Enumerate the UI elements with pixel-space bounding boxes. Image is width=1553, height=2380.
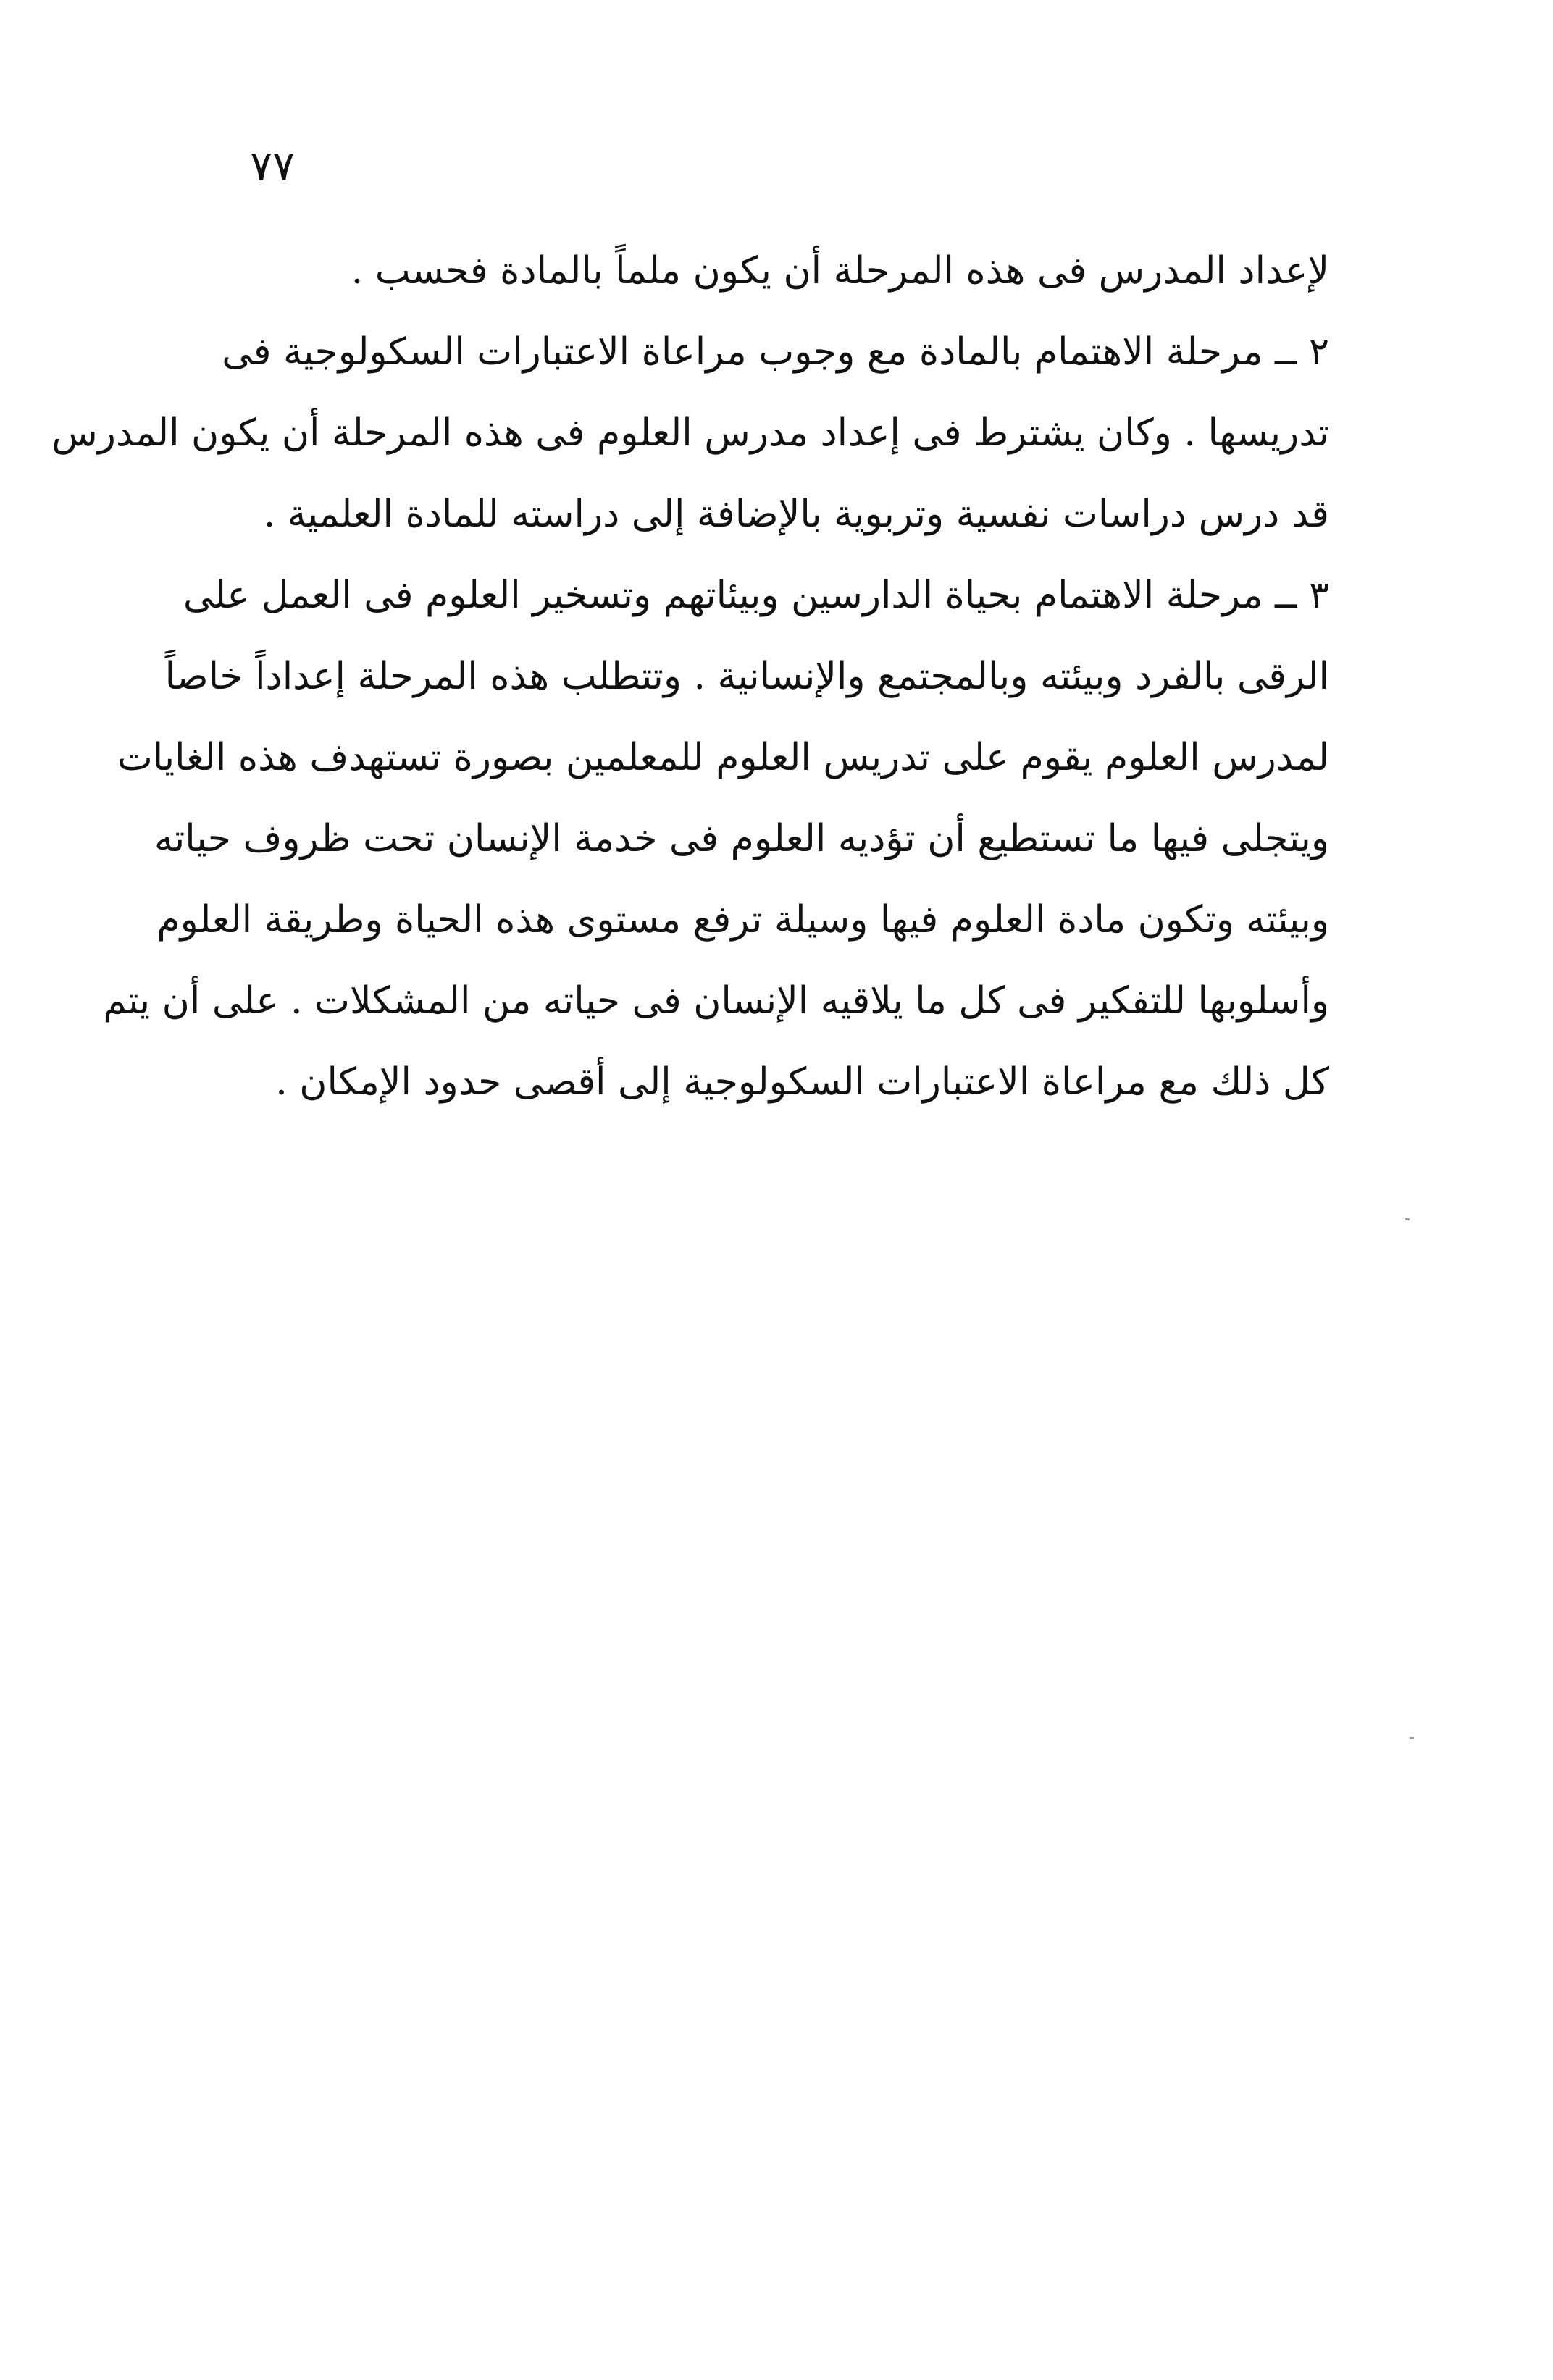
scan-speck — [1410, 1737, 1414, 1739]
text-line: ٣ ــ مرحلة الاهتمام بحياة الدارسين وبيئاتهم وتسخير العلوم فى العمل على — [183, 574, 1329, 617]
text-line: ٢ ــ مرحلة الاهتمام بالمادة مع وجوب مراعاة الاعتبارات السكولوجية فى — [222, 330, 1329, 374]
text-line: لمدرس العلوم يقوم على تدريس العلوم للمعلمين بصورة تستهدف هذه الغايات — [117, 736, 1329, 779]
text-line: الرقى بالفرد وبيئته وبالمجتمع والإنسانية . وتتطلب هذه المرحلة إعداداً خاصاً — [164, 655, 1329, 698]
page-number: ٧٧ — [250, 141, 296, 190]
text-line: ويتجلى فيها ما تستطيع أن تؤديه العلوم فى خدمة الإنسان تحت ظروف حياته — [154, 817, 1329, 860]
text-line: وأسلوبها للتفكير فى كل ما يلاقيه الإنسان فى حياته من المشكلات . على أن يتم — [103, 979, 1329, 1023]
scan-speck — [1405, 1218, 1410, 1220]
text-line: كل ذلك مع مراعاة الاعتبارات السكولوجية إلى أقصى حدود الإمكان . — [275, 1060, 1329, 1104]
text-line: وبيئته وتكون مادة العلوم فيها وسيلة ترفع مستوى هذه الحياة وطريقة العلوم — [156, 898, 1329, 942]
body-text — [51, 230, 1329, 1123]
text-line: قد درس دراسات نفسية وتربوية بالإضافة إلى دراسته للمادة العلمية . — [263, 493, 1329, 536]
text-line: لإعداد المدرس فى هذه المرحلة أن يكون ملماً بالمادة فحسب . — [351, 249, 1329, 293]
text-line: تدريسها . وكان يشترط فى إعداد مدرس العلوم فى هذه المرحلة أن يكون المدرس — [51, 411, 1329, 455]
